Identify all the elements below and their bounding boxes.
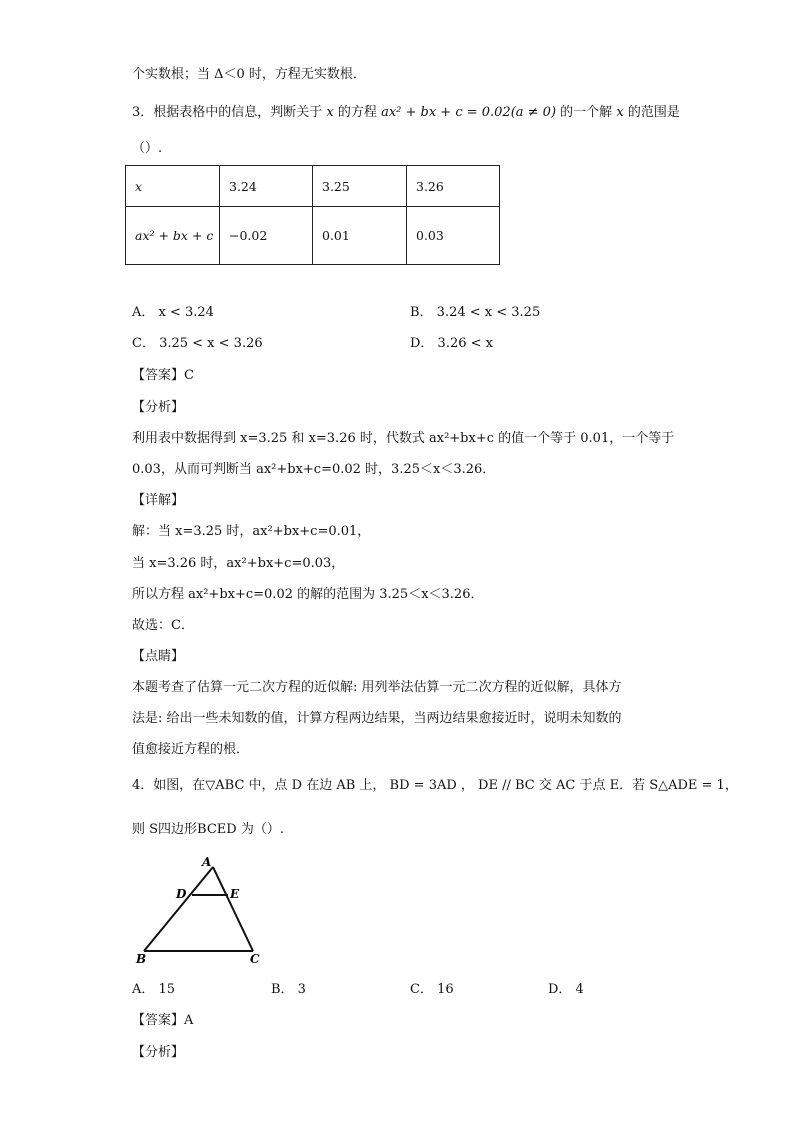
stem-text: 的一个解 — [560, 105, 613, 120]
answer: 【答案】A — [132, 1013, 194, 1028]
section-heading: 【点睛】 — [132, 649, 185, 664]
triangle-figure — [130, 855, 270, 970]
stem-text: 3．根据表格中的信息，判断关于 — [132, 105, 323, 120]
analysis-text: 0.03，从而可判断当 ax²+bx+c=0.02 时，3.25＜x＜3.26． — [132, 462, 496, 477]
equation: ax² + bx + c = 0.02(a ≠ 0) — [381, 105, 557, 120]
variable-x: x — [616, 105, 624, 120]
comment-text: 法是: 给出一些未知数的值，计算方程两边结果，当两边结果愈接近时，说明未知数的 — [132, 711, 622, 726]
stem-text: 的方程 — [337, 105, 377, 120]
table-cell: 3.24 — [220, 166, 313, 207]
option-a: A． x < 3.24 — [132, 305, 214, 320]
vertex-label-e: E — [230, 887, 240, 901]
table-cell: 3.26 — [407, 166, 500, 207]
table-cell: ax² + bx + c — [126, 207, 220, 265]
text-line: 个实数根；当 Δ＜0 时，方程无实数根． — [132, 67, 366, 82]
side-ab — [144, 867, 213, 951]
detail-text: 故选：C． — [132, 618, 194, 633]
question-4-stem: 4．如图，在▽ABC 中，点 D 在边 AB 上， BD = 3AD ， DE // BC 交 AC 于点 E．若 S△ADE = 1， — [132, 778, 738, 793]
question-4-stem-cont: 则 S四边形BCED 为（）. — [132, 822, 284, 837]
side-ac — [213, 867, 253, 951]
answer: 【答案】C — [132, 368, 194, 383]
option-a: A． 15 — [132, 982, 176, 997]
table-row — [126, 207, 500, 265]
detail-text: 当 x=3.26 时，ax²+bx+c=0.03， — [132, 556, 345, 571]
section-heading: 【分析】 — [132, 1045, 185, 1060]
option-d: D． 4 — [548, 982, 584, 997]
option-b: B． 3.24 < x < 3.25 — [410, 305, 541, 320]
data-table — [125, 165, 500, 265]
table-cell: 0.01 — [313, 207, 407, 265]
detail-text: 所以方程 ax²+bx+c=0.02 的解的范围为 3.25＜x＜3.26． — [132, 587, 484, 602]
stem-text: 的范围是 — [627, 105, 680, 120]
table-row — [126, 166, 500, 207]
vertex-label-b: B — [136, 952, 147, 966]
section-heading: 【分析】 — [132, 400, 185, 415]
option-c: C． 3.25 < x < 3.26 — [132, 336, 263, 351]
detail-text: 解：当 x=3.25 时，ax²+bx+c=0.01， — [132, 524, 371, 539]
table-cell: x — [126, 166, 220, 207]
comment-text: 本题考查了估算一元二次方程的近似解: 用列举法估算一元二次方程的近似解，具体方 — [132, 680, 622, 695]
table-cell: 0.03 — [407, 207, 500, 265]
option-b: B． 3 — [271, 982, 306, 997]
vertex-label-a: A — [202, 855, 212, 869]
question-3-stem — [132, 104, 680, 122]
vertex-label-d: D — [176, 887, 187, 901]
vertex-label-c: C — [250, 952, 260, 966]
analysis-text: 利用表中数据得到 x=3.25 和 x=3.26 时，代数式 ax²+bx+c 的值一个等于 0.01，一个等于 — [132, 431, 675, 446]
comment-text: 值愈接近方程的根． — [132, 742, 250, 757]
table-cell: −0.02 — [220, 207, 313, 265]
option-d: D． 3.26 < x — [410, 336, 493, 351]
table-cell: 3.25 — [313, 166, 407, 207]
section-heading: 【详解】 — [132, 493, 185, 508]
question-3-stem-cont: （）. — [132, 141, 163, 156]
variable-x: x — [326, 105, 334, 120]
option-c: C． 16 — [410, 982, 454, 997]
